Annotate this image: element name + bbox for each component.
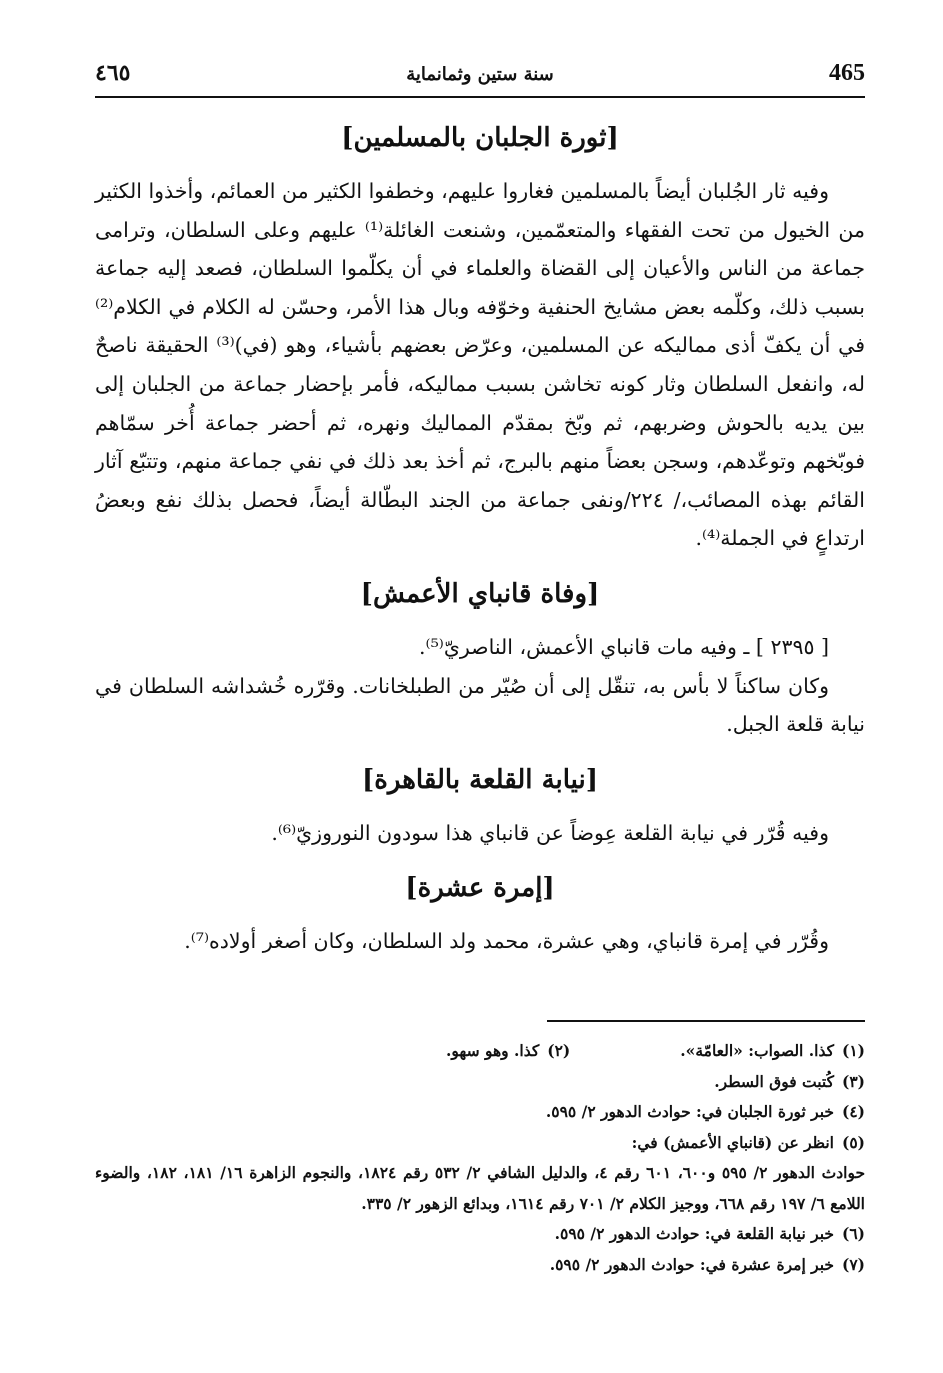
paragraph-entry-2395: [ ٢٣٩٥ ] ـ وفيه مات قانباي الأعمش، الناصريّ⁽⁵⁾. [419, 634, 829, 659]
footnote-number: (٥) [841, 1132, 865, 1152]
footnote-5 [95, 1128, 865, 1220]
footnote-text: كذا. وهو سهو. [446, 1041, 540, 1060]
section-heading-emirate-ten: [إمرة عشرة] [405, 873, 555, 904]
footnote-continuation: حوادث الدهور ٢/ ٥٩٥ و٦٠٠، ٦٠١ رقم ٤، والدليل الشافي ٢/ ٥٣٢ رقم ١٨٢٤، والنجوم الزاهرة ١٦/ ١٨١، ١٨٢، والضوء اللامع ٦/ ١٩٧ رقم ٦٦٨، ووجيز الكلام ٢/ ٧٠١ رقم ١٦١٤، وبدائع الزهور ٢/ ٣٣٥. [95, 1163, 866, 1213]
footnote-number: (١) [841, 1041, 865, 1060]
footnote-number: (٣) [841, 1071, 865, 1091]
footnote-number: (٤) [841, 1102, 865, 1121]
footnote-text: كذا. الصواب: «العامّة». [680, 1041, 834, 1060]
paragraph-qanbay-bio: وكان ساكناً لا بأس به، تنقّل إلى أن صُيّر من الطبلخانات. وقرّره خُشداشه السلطان في نيابة قلعة الجبل. [95, 673, 865, 737]
footnote-text: كُتبت فوق السطر. [714, 1071, 834, 1091]
paragraph-jelban-revolt: وفيه ثار الجُلبان أيضاً بالمسلمين فغاروا عليهم، وخطفوا الكثير من العمائم، وأخذوا الكثير من الخيول من تحت الفقهاء والمتعمّمين، وشنعت الغائلة⁽¹⁾ عليهم وعلى السلطان، وترامى جماعة من الناس والأعيان إلى القضاة والعلماء في أن يكلّموا السلطان، فصعد إليه جماعة بسبب ذلك، وكلّمه بعض مشايخ الحنفية وخوّفه وبال هذا الأمر، وحسّن له الكلام في الكلام⁽²⁾ في أن يكفّ أذى مماليكه عن المسلمين، وعرّض بعضهم بأشياء، وهو (في)⁽³⁾ الحقيقة ناصحٌ له، وانفعل السلطان وثار كونه تخاشن بسبب مماليكه، فأمر بإحضار جماعة من الجلبان إلى بين يديه بالحوش وضربهم، ثم وبّخ بمقدّم المماليك ونهره، ثم أحضر جماعة أُخر سمّاهم فوبّخهم وتوعّدهم، وسجن بعضاً منهم بالبرج، ثم أخذ بعد ذلك في نفي جماعة منهم، وتتبّع آثار القائم بهذه المصائب،/ ٢٢٤/ونفى جماعة من الجند البطّالة أيضاً، فحصل بذلك نفع وبعضُ ارتداعٍ في الجملة⁽⁴⁾. [95, 179, 865, 551]
section-heading-qanbay-death: [وفاة قانباي الأعمش] [360, 578, 600, 609]
page-header [95, 56, 865, 98]
footnote-number: (٢) [547, 1041, 571, 1060]
footnote-2 [446, 1036, 570, 1067]
footnote-1 [680, 1036, 865, 1067]
page-number-arabic: ٤٦٥ [95, 60, 131, 86]
paragraph-emirate-ten: وقُرّر في إمرة قانباي، وهي عشرة، محمد ولد السلطان، وكان أصغر أولاده⁽⁷⁾. [184, 929, 829, 954]
footnote-text: خبر إمرة عشرة في: حوادث الدهور ٢/ ٥٩٥. [549, 1254, 834, 1274]
page-number-latin: 465 [829, 60, 865, 86]
footnote-text: خبر ثورة الجلبان في: حوادث الدهور ٢/ ٥٩٥. [545, 1102, 834, 1121]
footnote-row [95, 1036, 865, 1067]
footnote-text: انظر عن (قانباي الأعمش) في: [631, 1132, 834, 1152]
footnote-6 [95, 1219, 865, 1250]
footnote-text: خبر نيابة القلعة في: حوادث الدهور ٢/ ٥٩٥. [554, 1224, 834, 1243]
paragraph-citadel-deputy: وفيه قُرّر في نيابة القلعة عِوضاً عن قانباي هذا سودون النوروزيّ⁽⁶⁾. [271, 820, 829, 845]
section-heading-citadel-deputy: [نيابة القلعة بالقاهرة] [361, 764, 599, 795]
footnote-separator [547, 1020, 865, 1022]
running-title: سنة ستين وثمانماية [406, 64, 554, 85]
main-text [95, 118, 865, 961]
footnotes [95, 1020, 865, 1280]
footnote-number: (٧) [841, 1254, 865, 1274]
section-heading-jelban-revolt: [ثورة الجلبان بالمسلمين] [341, 123, 619, 153]
footnote-4 [95, 1097, 865, 1128]
footnote-3 [95, 1067, 865, 1098]
footnote-number: (٦) [841, 1224, 865, 1243]
footnote-7 [95, 1250, 865, 1281]
